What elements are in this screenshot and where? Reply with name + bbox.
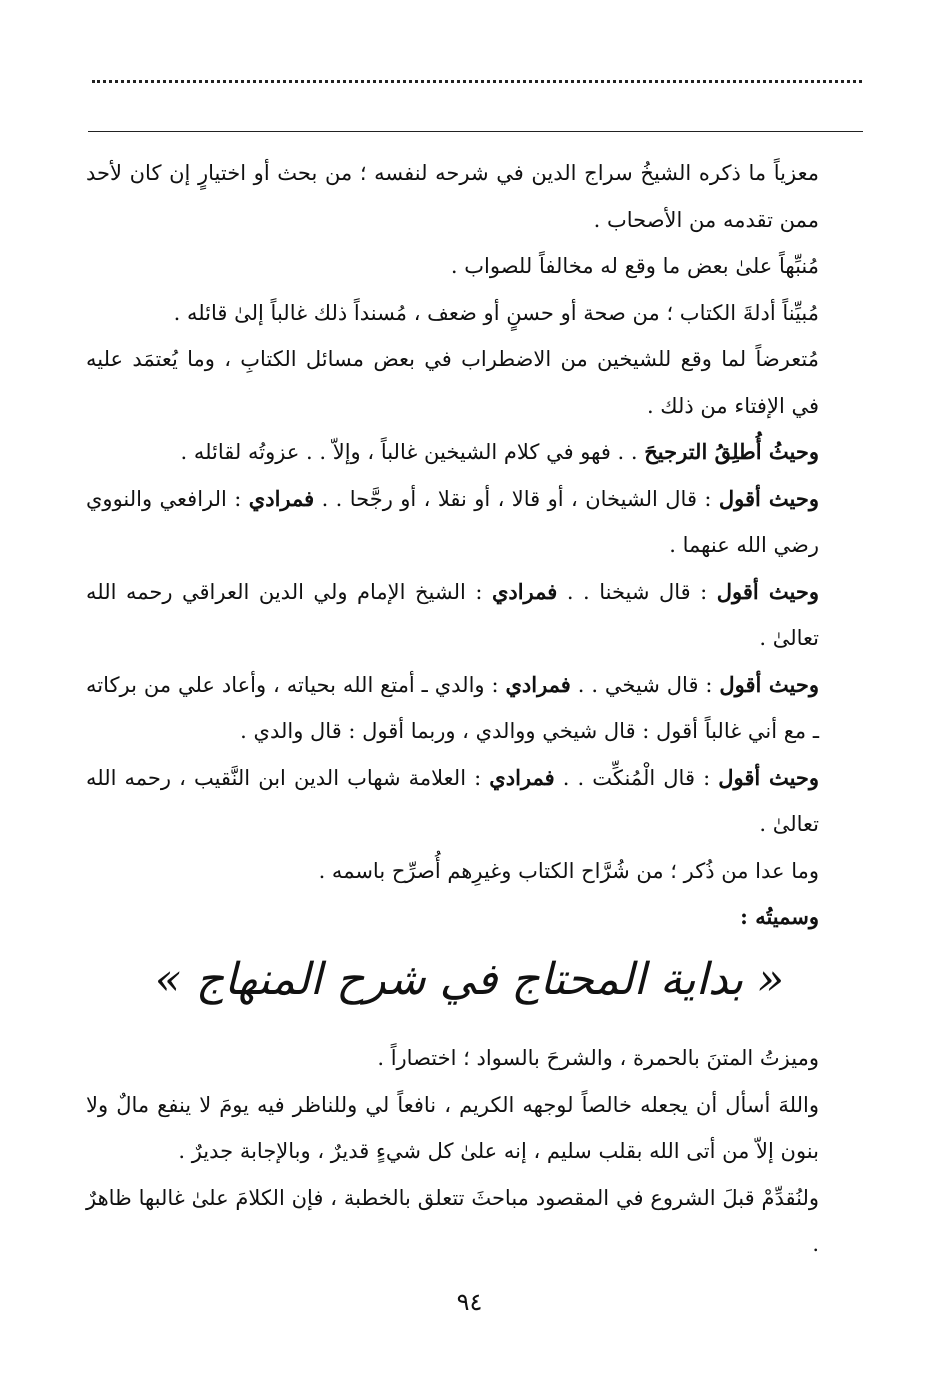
text-span: : العلامة شهاب الدين ابن النَّقيب ، رحمه الله تعالىٰ . bbox=[86, 765, 819, 836]
paragraph-5 bbox=[86, 429, 864, 476]
bold-phrase: وحيث أقول bbox=[718, 485, 819, 511]
paragraph-4: مُتعرضاً لما وقع للشيخين من الاضطراب في بعض مسائل الكتابِ ، وما يُعتمَد عليه في الإفتاء من ذلك . bbox=[86, 347, 819, 418]
paragraph-8 bbox=[86, 662, 864, 755]
bold-phrase: وحيث أقول bbox=[716, 578, 819, 604]
text-span: : الشيخ الإمام ولي الدين العراقي رحمه الله تعالىٰ . bbox=[86, 579, 819, 650]
bold-phrase: فمرادي bbox=[505, 671, 571, 697]
paragraph-10: وما عدا من ذُكر ؛ من شُرَّاح الكتاب وغيرِهم أُصرِّح باسمه . bbox=[318, 858, 819, 883]
dotted-divider bbox=[92, 80, 862, 93]
book-title: « بداية المحتاج في شرح المنهاج » bbox=[154, 954, 785, 1005]
text-span: : قال شيخنا . . bbox=[566, 579, 708, 604]
page-number: ٩٤ bbox=[456, 1288, 483, 1316]
text-span: . . فهو في كلام الشيخين غالباً ، وإلاّ . . عزوتُه لقائله . bbox=[180, 440, 638, 464]
paragraph-6 bbox=[86, 476, 864, 569]
paragraph-1: معزياً ما ذكره الشيخُ سراج الدين في شرحه لنفسه ؛ من بحث أو اختيارٍ إن كان لأحد ممن تقدمه من الأصحاب . bbox=[86, 161, 819, 232]
paragraph-9 bbox=[86, 755, 864, 848]
text-span: : قال شيخي . . bbox=[577, 672, 713, 697]
bold-phrase: فمرادي bbox=[491, 578, 558, 604]
header-rule bbox=[88, 131, 863, 132]
text-span: : الرافعي والنووي رضي الله عنهما . bbox=[86, 486, 819, 557]
bold-phrase: فمرادي bbox=[248, 485, 315, 511]
bold-phrase: وحيثُ أُطلِقُ الترجيحَ bbox=[644, 439, 819, 464]
text-span: : والدي ـ أمتع الله بحياته ، وأعاد علي من بركاته ـ مع أني غالباً أقول : قال شيخي ووالدي ، وربما أقول : قال والدي . bbox=[86, 672, 819, 743]
text-span: : قال الْمُنكِّت . . bbox=[562, 765, 711, 790]
paragraph-7 bbox=[86, 569, 864, 662]
paragraph-14: ولنُقدِّمْ قبلَ الشروع في المقصود مباحثَ تتعلق بالخطبة ، فإن الكلامَ علىٰ غالبها ظاهرٌ . bbox=[86, 1185, 819, 1256]
paragraph-13: واللهَ أسأل أن يجعله خالصاً لوجهه الكريم ، نافعاً لي وللناظر فيه يومَ لا ينفع مالٌ ولا بنون إلاّ من أتى الله بقلب سليم ، إنه علىٰ كل شيءٍ قديرٌ ، وبالإجابة جديرٌ . bbox=[86, 1092, 819, 1163]
main-text-continued bbox=[86, 1035, 864, 1268]
bold-phrase: وحيث أقول bbox=[718, 764, 820, 790]
main-text bbox=[86, 150, 864, 941]
bold-phrase: وحيث أقول bbox=[719, 671, 819, 697]
text-span: : قال الشيخان ، أو قالا ، أو نقلا ، أو رجَّحا . . bbox=[321, 486, 712, 511]
paragraph-11: وسميتُه : bbox=[740, 904, 819, 929]
bold-phrase: فمرادي bbox=[489, 764, 555, 790]
paragraph-2: مُنبِّهاً علىٰ بعض ما وقع له مخالفاً للصواب . bbox=[450, 254, 819, 278]
paragraph-3: مُبيِّناً أدلةَ الكتاب ؛ من صحة أو حسنٍ أو ضعف ، مُسنداً ذلك غالباً إلىٰ قائله . bbox=[173, 300, 819, 325]
paragraph-12: وميزتُ المتنَ بالحمرة ، والشرحَ بالسواد ؛ اختصاراً . bbox=[377, 1046, 819, 1070]
